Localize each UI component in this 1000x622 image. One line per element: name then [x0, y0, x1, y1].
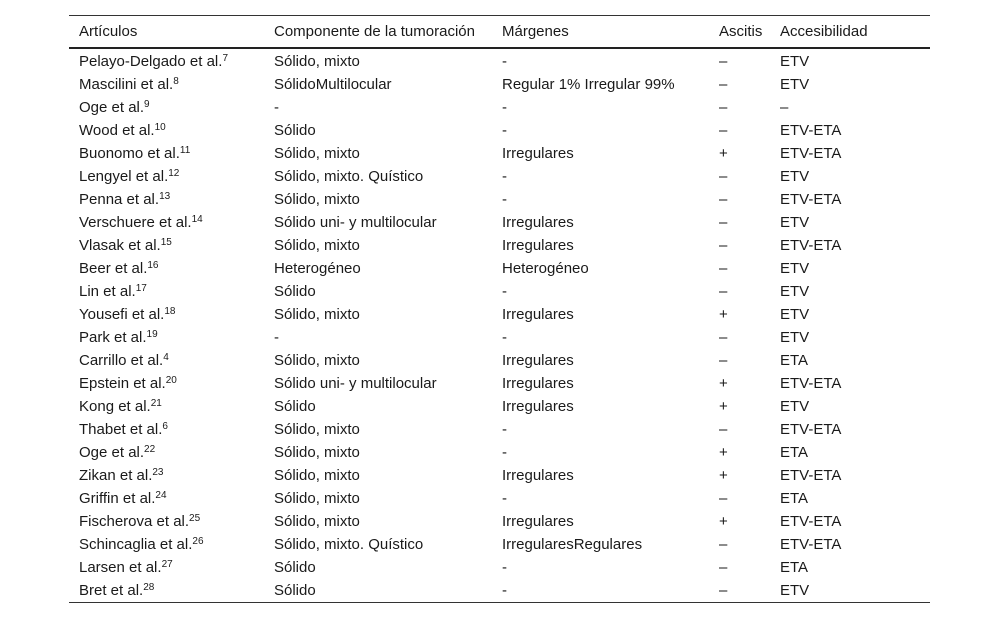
cell-margenes: Irregulares: [502, 398, 574, 415]
cell-ascitis: –: [719, 283, 728, 300]
table-row: [69, 211, 930, 234]
reference-number: 21: [150, 398, 162, 409]
cell-ascitis: –: [719, 99, 728, 116]
author-name: Epstein et al.: [79, 375, 166, 392]
author-name: Larsen et al.: [79, 559, 162, 576]
reference-number: 6: [162, 421, 168, 432]
author-name: Bret et al.: [79, 582, 144, 599]
reference-number: 22: [144, 444, 156, 455]
table-row: [69, 487, 930, 510]
cell-margenes: Regular 1% Irregular 99%: [502, 76, 675, 93]
cell-ascitis: –: [719, 352, 728, 369]
cell-margenes: -: [502, 421, 507, 438]
cell-margenes: Irregulares: [502, 237, 574, 254]
reference-number: 10: [154, 122, 166, 133]
author-name: Pelayo-Delgado et al.: [79, 53, 223, 70]
author-name: Thabet et al.: [79, 421, 163, 438]
cell-componente: Sólido: [274, 283, 316, 300]
cell-ascitis: +: [719, 375, 728, 392]
cell-margenes: Irregulares: [502, 145, 574, 162]
cell-articulo: [69, 441, 264, 464]
reference-number: 25: [189, 513, 201, 524]
cell-componente: Sólido, mixto: [274, 444, 360, 461]
cell-componente: Sólido: [274, 398, 316, 415]
cell-ascitis: –: [719, 237, 728, 254]
author-name: Penna et al.: [79, 191, 160, 208]
cell-articulo: [69, 372, 264, 395]
cell-ascitis: –: [719, 260, 728, 277]
reference-number: 24: [155, 490, 167, 501]
author-name: Fischerova et al.: [79, 513, 190, 530]
cell-articulo: [69, 280, 264, 303]
cell-accesibilidad: ETA: [780, 559, 809, 576]
cell-accesibilidad: ETA: [780, 444, 809, 461]
table-row: [69, 119, 930, 142]
cell-margenes: -: [502, 168, 507, 185]
reference-number: 15: [160, 237, 172, 248]
cell-accesibilidad: ETV: [780, 260, 810, 277]
table-row: [69, 326, 930, 349]
cell-accesibilidad: ETV: [780, 283, 810, 300]
cell-ascitis: +: [719, 467, 728, 484]
author-name: Beer et al.: [79, 260, 148, 277]
cell-componente: Sólido, mixto: [274, 467, 360, 484]
cell-accesibilidad: ETV-ETA: [780, 536, 842, 553]
cell-margenes: -: [502, 283, 507, 300]
cell-articulo: [69, 96, 264, 119]
cell-articulo: [69, 579, 264, 603]
data-table: [69, 15, 930, 603]
cell-margenes: -: [502, 122, 507, 139]
cell-accesibilidad: ETV: [780, 76, 810, 93]
cell-articulo: [69, 418, 264, 441]
cell-componente: Sólido, mixto: [274, 191, 360, 208]
author-name: Carrillo et al.: [79, 352, 164, 369]
cell-componente: -: [274, 99, 279, 116]
cell-articulo: [69, 349, 264, 372]
cell-accesibilidad: ETV-ETA: [780, 513, 842, 530]
cell-margenes: -: [502, 53, 507, 70]
cell-accesibilidad: –: [780, 99, 789, 116]
reference-number: 11: [179, 145, 191, 156]
table-row: [69, 188, 930, 211]
header-componente: Componente de la tumoración: [274, 23, 475, 40]
cell-margenes: Irregulares: [502, 306, 574, 323]
header-row: [69, 16, 930, 49]
reference-number: 20: [165, 375, 177, 386]
cell-articulo: [69, 303, 264, 326]
reference-number: 26: [192, 536, 204, 547]
cell-margenes: Irregulares: [502, 214, 574, 231]
cell-articulo: [69, 48, 264, 73]
cell-ascitis: +: [719, 306, 728, 323]
author-name: Oge et al.: [79, 444, 145, 461]
cell-componente: Sólido: [274, 559, 316, 576]
cell-accesibilidad: ETV-ETA: [780, 421, 842, 438]
cell-componente: Sólido: [274, 582, 316, 599]
cell-accesibilidad: ETV-ETA: [780, 145, 842, 162]
reference-number: 9: [144, 99, 150, 110]
cell-ascitis: –: [719, 559, 728, 576]
cell-accesibilidad: ETV: [780, 582, 810, 599]
cell-componente: Sólido, mixto: [274, 421, 360, 438]
cell-ascitis: –: [719, 53, 728, 70]
cell-margenes: -: [502, 490, 507, 507]
cell-componente: SólidoMultilocular: [274, 76, 392, 93]
cell-articulo: [69, 142, 264, 165]
cell-margenes: -: [502, 559, 507, 576]
author-name: Lin et al.: [79, 283, 136, 300]
cell-accesibilidad: ETA: [780, 352, 809, 369]
cell-accesibilidad: ETV: [780, 214, 810, 231]
cell-ascitis: –: [719, 582, 728, 599]
cell-articulo: [69, 234, 264, 257]
author-name: Yousefi et al.: [79, 306, 165, 323]
table-row: [69, 234, 930, 257]
cell-articulo: [69, 533, 264, 556]
author-name: Griffin et al.: [79, 490, 156, 507]
cell-accesibilidad: ETA: [780, 490, 809, 507]
cell-componente: Sólido, mixto: [274, 145, 360, 162]
data-table-container: [69, 15, 930, 603]
cell-componente: Sólido, mixto. Quístico: [274, 168, 424, 185]
cell-ascitis: –: [719, 214, 728, 231]
cell-componente: Sólido uni- y multilocular: [274, 214, 437, 231]
cell-articulo: [69, 188, 264, 211]
table-header: [69, 16, 930, 49]
cell-componente: Sólido, mixto: [274, 237, 360, 254]
cell-componente: Sólido uni- y multilocular: [274, 375, 437, 392]
cell-accesibilidad: ETV: [780, 53, 810, 70]
cell-articulo: [69, 326, 264, 349]
table-row: [69, 142, 930, 165]
cell-ascitis: –: [719, 329, 728, 346]
cell-articulo: [69, 556, 264, 579]
cell-margenes: -: [502, 444, 507, 461]
cell-margenes: -: [502, 99, 507, 116]
author-name: Zikan et al.: [79, 467, 153, 484]
cell-margenes: Irregulares: [502, 352, 574, 369]
table-row: [69, 533, 930, 556]
reference-number: 16: [147, 260, 159, 271]
cell-margenes: Heterogéneo: [502, 260, 589, 277]
reference-number: 13: [159, 191, 171, 202]
cell-ascitis: –: [719, 421, 728, 438]
cell-accesibilidad: ETV: [780, 168, 810, 185]
cell-articulo: [69, 119, 264, 142]
cell-componente: Sólido, mixto: [274, 490, 360, 507]
cell-accesibilidad: ETV-ETA: [780, 237, 842, 254]
table-row: [69, 395, 930, 418]
cell-accesibilidad: ETV: [780, 329, 810, 346]
header-margenes: Márgenes: [502, 23, 569, 40]
cell-ascitis: –: [719, 168, 728, 185]
table-row: [69, 579, 930, 603]
author-name: Verschuere et al.: [79, 214, 192, 231]
cell-margenes: -: [502, 329, 507, 346]
cell-ascitis: –: [719, 76, 728, 93]
cell-componente: Sólido, mixto: [274, 513, 360, 530]
table-row: [69, 303, 930, 326]
reference-number: 8: [173, 76, 179, 87]
author-name: Schincaglia et al.: [79, 536, 193, 553]
author-name: Buonomo et al.: [79, 145, 180, 162]
reference-number: 12: [168, 168, 180, 179]
author-name: Lengyel et al.: [79, 168, 169, 185]
reference-number: 14: [191, 214, 203, 225]
cell-ascitis: +: [719, 145, 728, 162]
table-row: [69, 372, 930, 395]
table-row: [69, 418, 930, 441]
cell-componente: Sólido: [274, 122, 316, 139]
table-row: [69, 556, 930, 579]
reference-number: 4: [163, 352, 169, 363]
cell-articulo: [69, 165, 264, 188]
header-ascitis: Ascitis: [719, 23, 763, 40]
reference-number: 18: [164, 306, 176, 317]
cell-articulo: [69, 211, 264, 234]
cell-ascitis: +: [719, 444, 728, 461]
cell-componente: Sólido, mixto. Quístico: [274, 536, 424, 553]
cell-ascitis: –: [719, 536, 728, 553]
table-body: [69, 48, 930, 603]
cell-accesibilidad: ETV-ETA: [780, 191, 842, 208]
cell-ascitis: –: [719, 191, 728, 208]
table-row: [69, 349, 930, 372]
cell-articulo: [69, 487, 264, 510]
reference-number: 27: [161, 559, 173, 570]
table-row: [69, 48, 930, 73]
table-row: [69, 464, 930, 487]
cell-accesibilidad: ETV-ETA: [780, 122, 842, 139]
cell-ascitis: –: [719, 122, 728, 139]
cell-componente: Sólido, mixto: [274, 53, 360, 70]
cell-articulo: [69, 510, 264, 533]
cell-componente: -: [274, 329, 279, 346]
table-row: [69, 257, 930, 280]
cell-margenes: Irregulares: [502, 513, 574, 530]
author-name: Oge et al.: [79, 99, 145, 116]
cell-margenes: IrregularesRegulares: [502, 536, 643, 553]
author-name: Kong et al.: [79, 398, 151, 415]
reference-number: 23: [152, 467, 164, 478]
reference-number: 17: [135, 283, 147, 294]
cell-componente: Heterogéneo: [274, 260, 361, 277]
reference-number: 28: [143, 582, 155, 593]
table-row: [69, 165, 930, 188]
header-articulos: Artículos: [79, 23, 138, 40]
cell-ascitis: +: [719, 398, 728, 415]
cell-margenes: Irregulares: [502, 375, 574, 392]
cell-articulo: [69, 464, 264, 487]
reference-number: 7: [222, 53, 228, 64]
author-name: Vlasak et al.: [79, 237, 161, 254]
cell-articulo: [69, 257, 264, 280]
author-name: Mascilini et al.: [79, 76, 174, 93]
cell-ascitis: –: [719, 490, 728, 507]
cell-articulo: [69, 73, 264, 96]
cell-margenes: -: [502, 191, 507, 208]
reference-number: 19: [146, 329, 158, 340]
table-row: [69, 280, 930, 303]
cell-margenes: Irregulares: [502, 467, 574, 484]
table-row: [69, 73, 930, 96]
table-row: [69, 441, 930, 464]
table-row: [69, 510, 930, 533]
cell-accesibilidad: ETV-ETA: [780, 467, 842, 484]
cell-accesibilidad: ETV: [780, 398, 810, 415]
header-accesibilidad: Accesibilidad: [780, 23, 868, 40]
cell-ascitis: +: [719, 513, 728, 530]
cell-componente: Sólido, mixto: [274, 352, 360, 369]
cell-margenes: -: [502, 582, 507, 599]
cell-accesibilidad: ETV-ETA: [780, 375, 842, 392]
table-row: [69, 96, 930, 119]
cell-articulo: [69, 395, 264, 418]
cell-accesibilidad: ETV: [780, 306, 810, 323]
author-name: Wood et al.: [79, 122, 155, 139]
cell-componente: Sólido, mixto: [274, 306, 360, 323]
author-name: Park et al.: [79, 329, 147, 346]
